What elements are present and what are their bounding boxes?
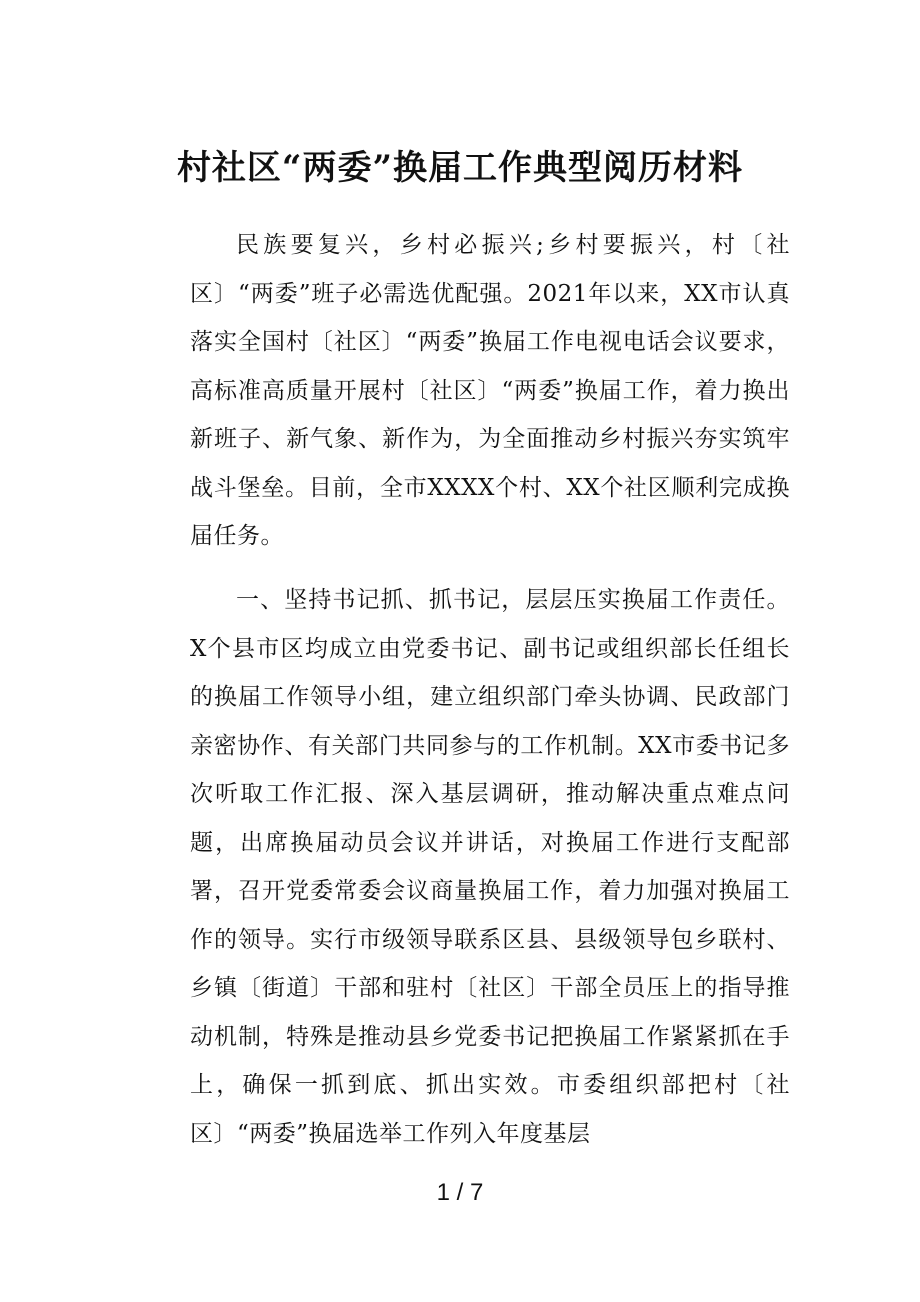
paragraph-section-one: 一、坚持书记抓、抓书记，层层压实换届工作责任。X个县市区均成立由党委书记、副书记或组织部长任组长的换届工作领导小组，建立组织部门牵头协调、民政部门亲密协作、有关部门共同参与的工作机制。XX市委书记多次听取工作汇报、深入基层调研，推动解决重点难点问题，出席换届动员会议并讲话，对换届工作进行支配部署，召开党委常委会议商量换届工作，着力加强对换届工作的领导。实行市级领导联系区县、县级领导包乡联村、乡镇〔街道〕干部和驻村〔社区〕干部全员压上的指导推动机制，特殊是推动县乡党委书记把换届工作紧紧抓在手上，确保一抓到底、抓出实效。市委组织部把村〔社区〕“两委”换届选举工作列入年度基层 [190, 587, 790, 1147]
document-title: 村社区“两委”换届工作典型阅历材料 [176, 148, 744, 188]
paragraph-intro: 民族要复兴，乡村必振兴;乡村要振兴，村〔社区〕“两委”班子必需选优配强。2021年以来，XX市认真落实全国村〔社区〕“两委”换届工作电视电话会议要求，高标准高质量开展村〔社区〕“两委”换届工作，着力换出新班子、新气象、新作为，为全面推动乡村振兴夯实筑牢战斗堡垒。目前，全市XXXX个村、XX个社区顺利完成换届任务。 [190, 232, 790, 549]
page-number: 1 / 7 [436, 1179, 484, 1206]
